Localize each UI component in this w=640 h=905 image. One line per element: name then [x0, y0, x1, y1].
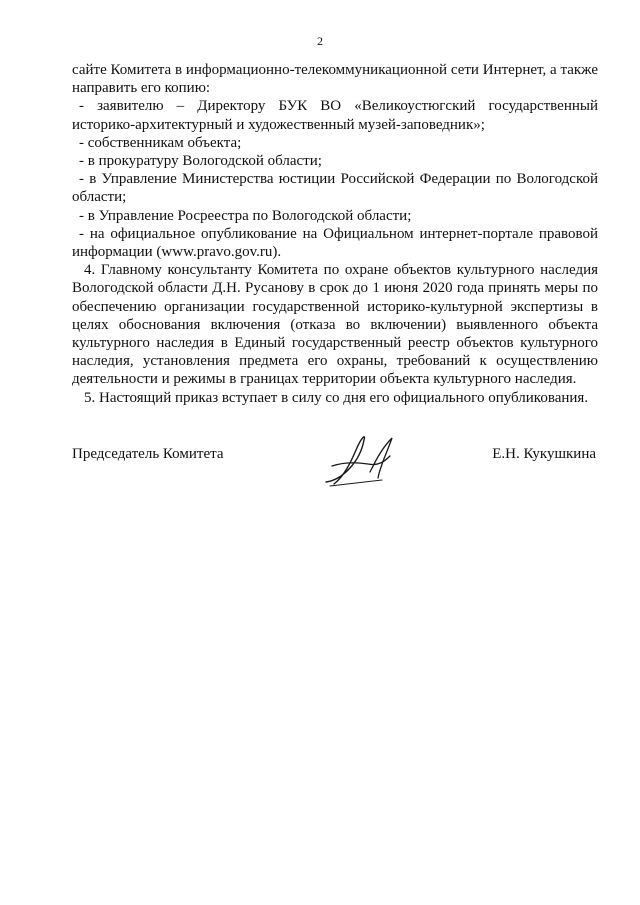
item-5-paragraph: 5. Настоящий приказ вступает в силу со дня его официального опубликования.: [84, 389, 589, 406]
recipient-item: - собственникам объекта;: [79, 134, 242, 151]
signature-block: [72, 446, 598, 494]
recipient-item: - в Управление Росреестра по Вологодской области;: [79, 207, 412, 224]
recipient-item: - на официальное опубликование на Официальном интернет-портале правовой информации (www.pravo.gov.ru).: [72, 225, 598, 261]
item-4-paragraph: 4. Главному консультанту Комитета по охране объектов культурного наследия Вологодской области Д.Н. Русанову в срок до 1 июня 2020 года принять меры по обеспечению организации государственной историко-культурной экспертизы в целях обоснования включения (отказа во включении) выявленного объекта культурного наследия в Единый государственный реестр объектов культурного наследия, установления предмета его охраны, требований к осуществлению деятельности и режимы в границах территории объекта культурного наследия.: [72, 262, 598, 388]
recipient-item: - заявителю – Директору БУК ВО «Великоустюгский государственный историко-архитектурный и художественный музей-заповедник»;: [72, 98, 598, 133]
page-number: 2: [317, 34, 323, 48]
document-body: [72, 61, 598, 407]
recipient-item: - в прокуратуру Вологодской области;: [79, 153, 322, 170]
intro-paragraph: сайте Комитета в информационно-телекоммуникационной сети Интернет, а также направить его копию:: [72, 62, 598, 97]
signer-name: Е.Н. Кукушкина: [492, 446, 596, 462]
recipient-item: - в Управление Министерства юстиции Российской Федерации по Вологодской области;: [72, 171, 598, 206]
handwritten-signature: [320, 432, 400, 492]
signer-title: Председатель Комитета: [72, 446, 224, 462]
